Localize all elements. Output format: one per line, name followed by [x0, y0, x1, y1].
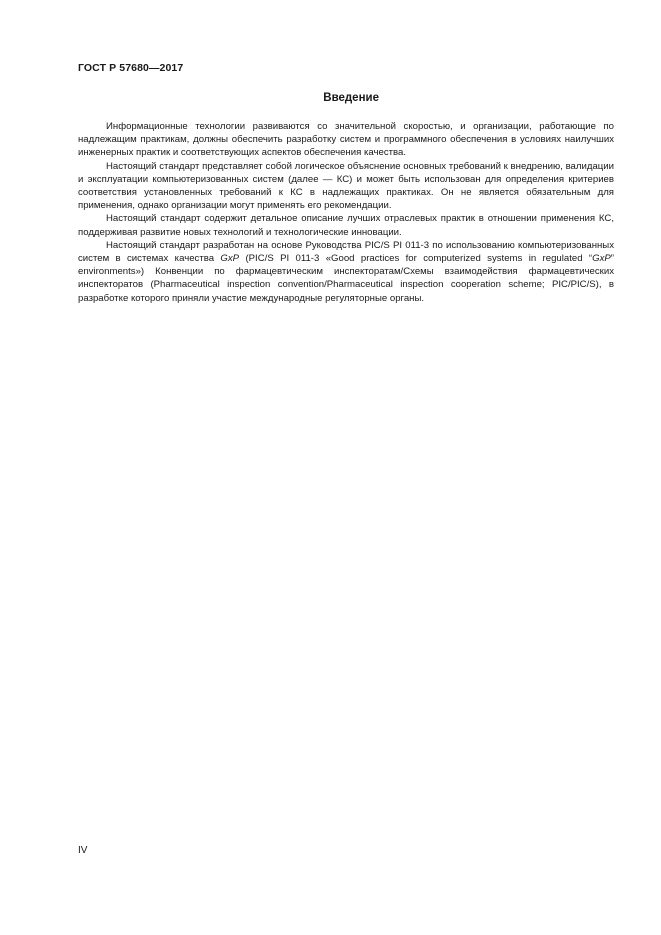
paragraph-4 — [78, 239, 614, 305]
paragraph-3: Настоящий стандарт содержит детальное описание лучших отраслевых практик в отношении применения КС, поддерживая развитие новых технологий и технологические инновации. — [78, 213, 614, 238]
paragraph-4-part-1: Настоящий стандарт разработан на основе Руководства PIC/S PI 011-3 по использованию компьютеризованных систем в системах качества — [78, 239, 614, 265]
section-title-text: Введение — [323, 92, 379, 104]
document-code: ГОСТ Р 57680—2017 — [78, 62, 184, 74]
paragraph-2: Настоящий стандарт представляет собой логическое объяснение основных требований к внедрению, валидации и эксплуатации компьютеризованных систем (далее — КС) и может быть использован для определения критериев соответствия установленных требований к КС в надлежащих практиках. Он не является обязательным для применения, однако организации могут применять его рекомендации. — [78, 160, 614, 212]
paragraph-4-part-2: (PIC/S PI 011-3 «Good practices for computerized systems in regulated “ — [239, 253, 593, 265]
introduction-body — [78, 120, 614, 305]
paragraph-1: Информационные технологии развиваются со значительной скоростью, и организации, работающие по надлежащим практикам, должны обеспечить разработку систем и программного обеспечения в условиях наилучших инженерных практик и соответствующих аспектов обеспечения качества. — [78, 121, 614, 159]
page-number: IV — [78, 845, 88, 856]
gxp-term: GxP — [220, 253, 240, 265]
gxp-term: GxP — [592, 253, 611, 265]
paragraph-4-part-3: ” environments») Конвенции по фармацевтическим инспекторатам/Схемы взаимодействия фармацевтических инспекторатов (Pharmaceutical inspection convention/Pharmaceutical inspection cooperation scheme; PIC/PIC/S), в разработке которого приняли участие международные регуляторные органы. — [78, 253, 614, 304]
section-title — [78, 92, 613, 104]
